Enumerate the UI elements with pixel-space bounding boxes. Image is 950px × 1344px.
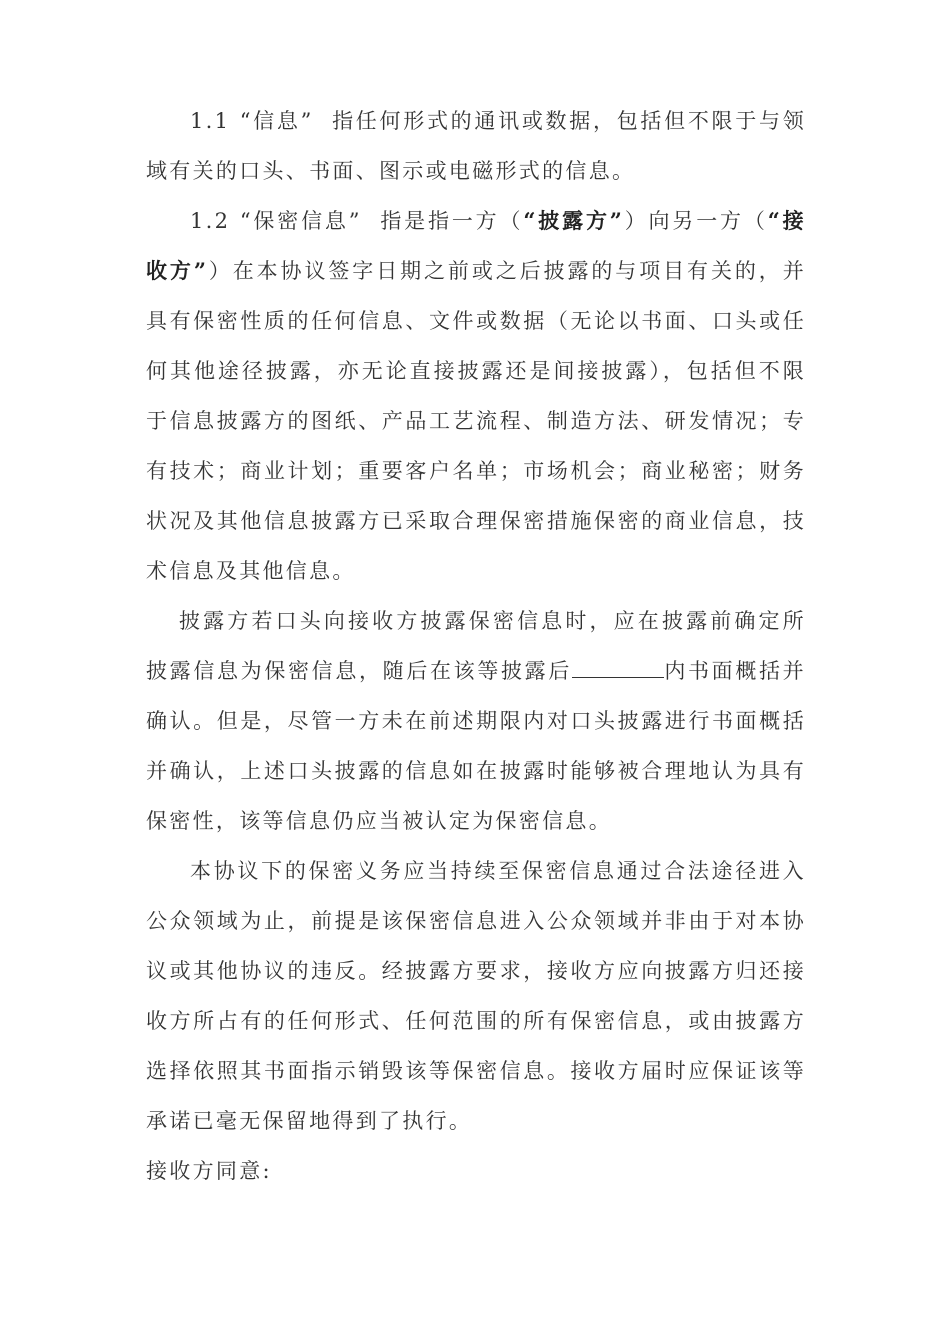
clause-number: 1.1	[190, 109, 231, 133]
clause-1-1	[146, 96, 806, 196]
fill-in-blank[interactable]	[572, 655, 664, 678]
paragraph-text: 接收方同意:	[146, 1159, 272, 1183]
clause-1-2	[146, 196, 806, 596]
clause-text: 指任何形式的通讯或数据，包括但不限于与领域有关的口头、书面、图示或电磁形式的信息。	[146, 109, 807, 183]
clause-text: 指是指一方（	[379, 209, 524, 233]
document-body	[146, 96, 806, 1196]
term-disclosing-party: “披露方”	[523, 208, 625, 233]
term-receiving-party: “接收方”	[146, 208, 806, 283]
clause-term: “信息”	[239, 109, 314, 133]
clause-text: ）向另一方（	[624, 209, 768, 233]
paragraph-oral-disclosure	[146, 596, 806, 846]
paragraph-confidentiality-duration	[146, 846, 806, 1146]
paragraph-text: 披露方若口头向接收方披露保密信息时，应在披露前确定所披露信息为保密信息，随后在该等披露后	[146, 609, 806, 683]
clause-term: “保密信息”	[239, 209, 362, 233]
paragraph-receiver-agrees	[146, 1146, 806, 1196]
clause-number: 1.2	[190, 209, 231, 233]
clause-text: ）在本协议签字日期之前或之后披露的与项目有关的，并具有保密性质的任何信息、文件或数据（无论以书面、口头或任何其他途径披露，亦无论直接披露还是间接披露），包括但不限于信息披露方的图纸、产品工艺流程、制造方法、研发情况；专有技术；商业计划；重要客户名单；市场机会；商业秘密；财务状况及其他信息披露方已采取合理保密措施保密的商业信息，技术信息及其他信息。	[146, 259, 806, 583]
paragraph-text: 本协议下的保密义务应当持续至保密信息通过合法途径进入公众领域为止，前提是该保密信息进入公众领域并非由于对本协议或其他协议的违反。经披露方要求，接收方应向披露方归还接收方所占有的任何形式、任何范围的所有保密信息，或由披露方选择依照其书面指示销毁该等保密信息。接收方届时应保证该等承诺已毫无保留地得到了执行。	[146, 859, 806, 1133]
paragraph-text: 内书面概括并确认。但是，尽管一方未在前述期限内对口头披露进行书面概括并确认，上述口头披露的信息如在披露时能够被合理地认为具有保密性，该等信息仍应当被认定为保密信息。	[146, 659, 806, 833]
